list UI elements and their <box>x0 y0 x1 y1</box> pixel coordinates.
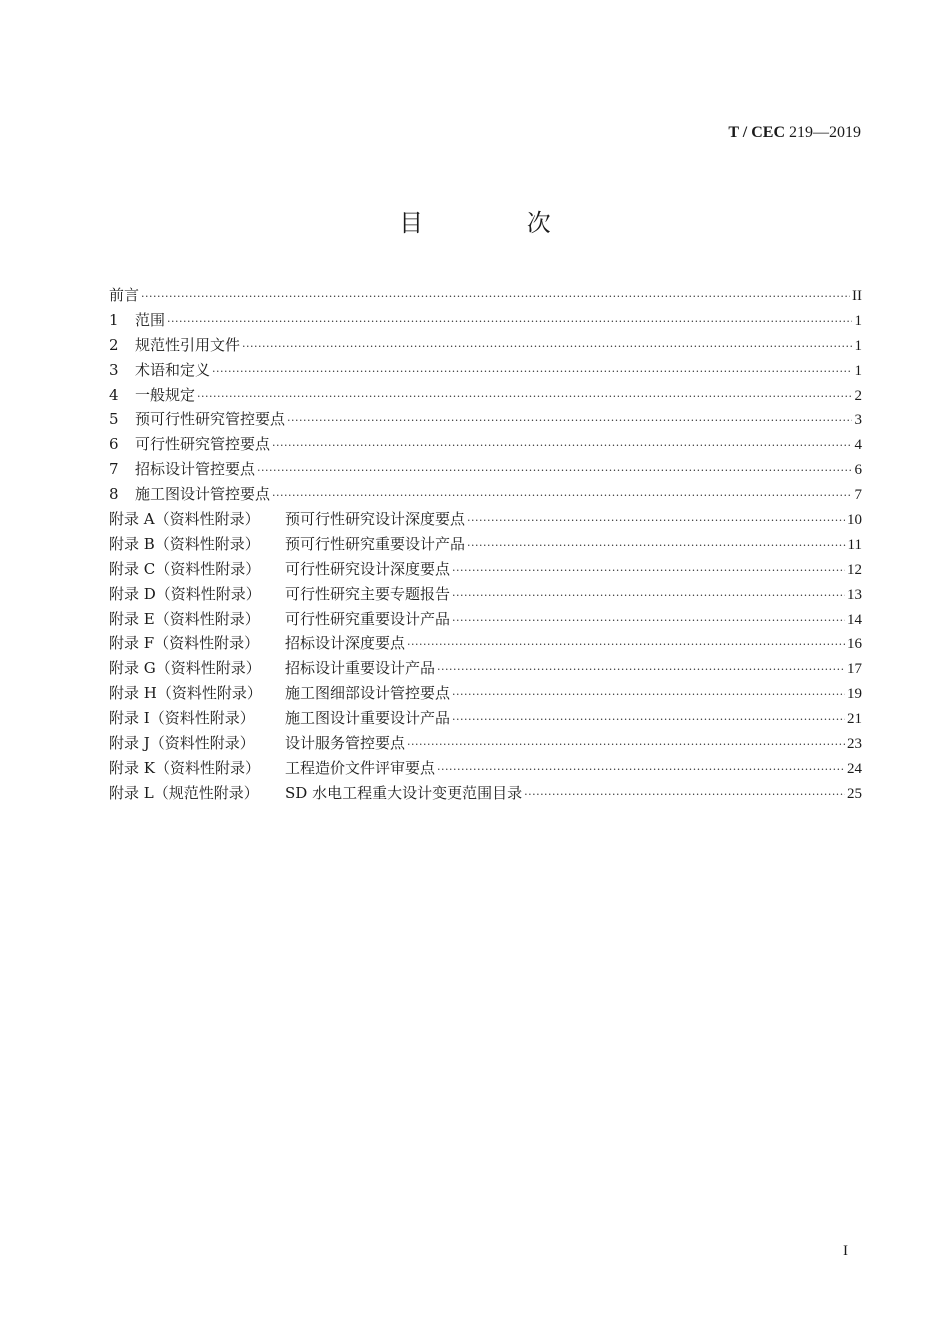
toc-appendix-label: 附录 B（资料性附录） <box>109 534 260 553</box>
toc-leader-dots <box>197 385 852 410</box>
toc-leader-dots <box>272 434 852 459</box>
toc-appendix-label: 附录 I（资料性附录） <box>109 709 255 728</box>
toc-leader-dots <box>467 509 845 534</box>
toc-appendix-page: 21 <box>847 711 862 728</box>
toc-entry[interactable] <box>109 383 862 408</box>
toc-appendix-heading <box>109 507 465 532</box>
toc-appendix-title: 预可行性研究重要设计产品 <box>285 534 466 553</box>
toc-appendix-page: 25 <box>847 785 862 802</box>
toc-appendix-heading <box>109 557 450 582</box>
toc-entry-title: 招标设计管控要点 <box>135 460 256 479</box>
toc-entry[interactable] <box>109 457 862 482</box>
toc-entry-title: 一般规定 <box>135 385 196 404</box>
toc-entry-number: 1 <box>109 310 119 329</box>
toc-appendix-label: 附录 D（资料性附录） <box>109 584 261 603</box>
toc-appendix-title: 可行性研究主要专题报告 <box>285 584 451 603</box>
toc-leader-dots <box>407 733 845 758</box>
toc-appendix-heading <box>109 781 522 806</box>
toc-appendix-entry[interactable] <box>109 582 862 607</box>
toc-entry-page: 1 <box>854 362 862 379</box>
toc-appendix-entry[interactable] <box>109 706 862 731</box>
toc-appendix-entry[interactable] <box>109 557 862 582</box>
toc-appendix-heading <box>109 681 450 706</box>
toc-appendix-page: 24 <box>847 760 862 777</box>
toc-appendix-title: 工程造价文件评审要点 <box>285 758 436 777</box>
toc-appendix-title: SD 水电工程重大设计变更范围目录 <box>285 783 523 802</box>
toc-appendix-title: 施工图设计重要设计产品 <box>285 709 451 728</box>
toc-appendix-title: 设计服务管控要点 <box>285 734 406 753</box>
toc-appendix-label: 附录 K（资料性附录） <box>109 758 260 777</box>
standard-code-prefix: T / CEC <box>728 124 785 141</box>
toc-appendix-title: 招标设计重要设计产品 <box>285 659 436 678</box>
toc-leader-dots <box>212 360 852 385</box>
toc-entry-number: 5 <box>109 410 119 429</box>
toc-leader-dots <box>437 658 845 683</box>
toc-entry[interactable] <box>109 482 862 507</box>
toc-appendix-title: 招标设计深度要点 <box>285 634 406 653</box>
toc-appendix-page: 11 <box>847 536 862 553</box>
toc-appendix-label: 附录 A（资料性附录） <box>109 510 260 529</box>
toc-appendix-title: 施工图细部设计管控要点 <box>285 684 451 703</box>
toc-entry-page: 4 <box>854 437 862 454</box>
toc-appendix-heading <box>109 656 435 681</box>
toc-leader-dots <box>407 633 845 658</box>
toc-appendix-entry[interactable] <box>109 507 862 532</box>
toc-appendix-heading <box>109 607 450 632</box>
toc-appendix-page: 12 <box>847 561 862 578</box>
page-number: I <box>843 1243 848 1259</box>
toc-appendix-entry[interactable] <box>109 681 862 706</box>
table-of-contents <box>109 283 862 806</box>
toc-appendix-page: 14 <box>847 611 862 628</box>
toc-entry-page: 1 <box>854 337 862 354</box>
standard-code-number: 219—2019 <box>785 124 861 141</box>
toc-appendix-label: 附录 E（资料性附录） <box>109 609 260 628</box>
toc-entry-number: 6 <box>109 435 119 454</box>
toc-appendix-page: 10 <box>847 512 862 529</box>
toc-leader-dots <box>467 534 846 559</box>
toc-appendix-heading <box>109 582 450 607</box>
toc-entry-number: 4 <box>109 385 119 404</box>
toc-appendix-entry[interactable] <box>109 656 862 681</box>
toc-entry-title: 范围 <box>135 310 166 329</box>
standard-code <box>728 124 861 142</box>
toc-leader-dots <box>437 758 845 783</box>
toc-appendix-page: 16 <box>847 636 862 653</box>
toc-entry-page: 3 <box>854 412 862 429</box>
toc-leader-dots <box>452 609 845 634</box>
toc-appendix-label: 附录 C（资料性附录） <box>109 559 261 578</box>
toc-entry[interactable] <box>109 358 862 383</box>
toc-leader-dots <box>452 559 845 584</box>
toc-title: 目 次 <box>399 209 599 237</box>
toc-entry-number: 2 <box>109 335 119 354</box>
toc-appendix-label: 附录 G（资料性附录） <box>109 659 261 678</box>
toc-entry-number: 3 <box>109 360 119 379</box>
toc-appendix-page: 13 <box>847 586 862 603</box>
toc-appendix-label: 附录 L（规范性附录） <box>109 783 259 802</box>
toc-appendix-page: 17 <box>847 661 862 678</box>
toc-appendix-label: 附录 F（资料性附录） <box>109 634 260 653</box>
toc-leader-dots <box>167 310 852 335</box>
toc-appendix-entry[interactable] <box>109 781 862 806</box>
toc-entry-title: 施工图设计管控要点 <box>135 485 271 504</box>
toc-entry-page: 2 <box>854 387 862 404</box>
toc-leader-dots <box>452 584 845 609</box>
toc-appendix-page: 23 <box>847 736 862 753</box>
toc-appendix-title: 可行性研究设计深度要点 <box>285 559 451 578</box>
toc-appendix-page: 19 <box>847 686 862 703</box>
toc-appendix-entry[interactable] <box>109 731 862 756</box>
toc-entry[interactable] <box>109 283 862 308</box>
toc-main-section <box>109 283 862 507</box>
toc-appendix-heading <box>109 532 465 557</box>
toc-leader-dots <box>272 484 852 509</box>
toc-entry[interactable] <box>109 308 862 333</box>
toc-appendix-heading <box>109 706 450 731</box>
toc-entry-number: 7 <box>109 460 119 479</box>
toc-leader-dots <box>452 683 845 708</box>
toc-appendix-heading <box>109 756 435 781</box>
toc-appendix-label: 附录 H（资料性附录） <box>109 684 262 703</box>
toc-entry[interactable] <box>109 432 862 457</box>
toc-entry-title: 前言 <box>109 286 140 304</box>
toc-entry[interactable] <box>109 407 862 432</box>
toc-appendix-entry[interactable] <box>109 756 862 781</box>
toc-leader-dots <box>242 335 852 360</box>
toc-entry[interactable] <box>109 333 862 358</box>
toc-leader-dots <box>524 783 845 808</box>
toc-appendix-title: 预可行性研究设计深度要点 <box>285 510 466 529</box>
toc-entry-page: II <box>852 288 862 304</box>
toc-leader-dots <box>141 285 850 310</box>
toc-appendix-entry[interactable] <box>109 631 862 656</box>
toc-appendix-label: 附录 J（资料性附录） <box>109 734 255 753</box>
toc-entry-title: 可行性研究管控要点 <box>135 435 271 454</box>
toc-leader-dots <box>287 409 852 434</box>
toc-appendix-section <box>109 507 862 806</box>
toc-appendix-entry[interactable] <box>109 532 862 557</box>
toc-entry-title: 术语和定义 <box>135 360 211 379</box>
toc-appendix-entry[interactable] <box>109 607 862 632</box>
toc-entry-page: 1 <box>854 312 862 329</box>
toc-leader-dots <box>452 708 845 733</box>
toc-appendix-title: 可行性研究重要设计产品 <box>285 609 451 628</box>
toc-entry-title: 预可行性研究管控要点 <box>135 410 286 429</box>
toc-appendix-heading <box>109 631 405 656</box>
toc-entry-page: 7 <box>854 487 862 504</box>
toc-appendix-heading <box>109 731 405 756</box>
toc-entry-page: 6 <box>854 462 862 479</box>
toc-leader-dots <box>257 459 852 484</box>
toc-entry-title: 规范性引用文件 <box>135 335 241 354</box>
toc-entry-number: 8 <box>109 485 119 504</box>
